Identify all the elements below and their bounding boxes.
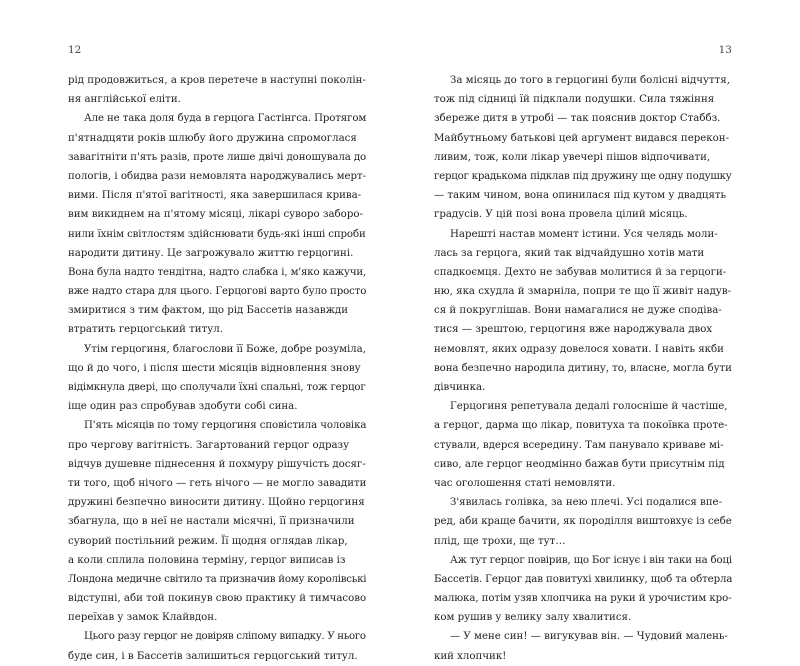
text-line: плід, ще трохи, ще тут…	[434, 535, 566, 547]
right-page-body	[434, 71, 732, 666]
left-page	[0, 0, 400, 662]
text-line: рід продовжиться, а кров перетече в наступні поколін-	[68, 75, 366, 86]
text-line: суворий постільний режим. Її щодня оглядав лікар,	[68, 535, 348, 547]
text-line: змиритися з тим фактом, що рід Бассетів назавжди	[68, 305, 349, 317]
right-page-number: 13	[718, 44, 732, 56]
text-line: ти того, щоб нічого — геть нічого — не могло завадити	[68, 477, 366, 489]
text-line: завагітніти п'ять разів, проте лише двічі доношувала до	[68, 151, 366, 163]
text-line: малюка, потім узяв хлопчика на руки й урочистим кро-	[434, 593, 732, 605]
text-line: про чергову вагітність. Загартований герцог одразу	[68, 439, 350, 451]
text-line: Герцогиня репетувала дедалі голосніше й частіше,	[450, 401, 728, 413]
text-line: вже надто стара для цього. Герцогові варто було просто	[68, 286, 366, 298]
text-line: — таким чином, вона опинилася під кутом у двадцять	[434, 190, 727, 202]
text-line: Майбутньому батькові цей аргумент видався перекон-	[434, 132, 730, 144]
text-line: а герцог, дарма що лікар, повитуха та покоївка проте-	[434, 420, 728, 432]
text-line: ред, аби краще бачити, як породілля виштовхує із себе	[434, 516, 732, 528]
text-line: переїхав у замок Клайвдон.	[68, 612, 218, 624]
text-line: ню, яка схудла й змарніла, попри те що її живіт надув-	[434, 286, 732, 298]
text-line: сиво, але герцог неодмінно бажав бути присутнім під	[434, 458, 725, 470]
text-line: Лондона медичне світило та призначив йому королівські	[68, 573, 366, 585]
text-line: ком рушив у велику залу хвалитися.	[434, 612, 632, 624]
text-line: герцог крадькома підклав під дружину ще одну подушку	[434, 170, 732, 182]
text-line: Цього разу герцог не довіряв сліпому випадку. У нього	[84, 631, 366, 643]
text-line: буде син, і в Бассетів залишиться герцогський титул.	[68, 650, 358, 662]
text-line: відчув душевне піднесення й похмуру рішучість досяг-	[68, 458, 366, 470]
text-line: спадкоємця. Дехто не забував молитися й за герцоги-	[434, 266, 727, 278]
text-line: лась за герцога, який так відчайдушно хотів мати	[434, 247, 705, 259]
text-line: градусів. У цій позі вона провела цілий місяць.	[434, 209, 688, 221]
text-line: втратить герцогський титул.	[68, 324, 223, 336]
text-line: вим викиднем на п'ятому місяці, лікарі суворо заборо-	[68, 209, 363, 221]
text-line: З'явилась голівка, за нею плечі. Усі подалися впе-	[450, 497, 723, 509]
text-line: іще один раз спробував здобути собі сина.	[68, 401, 298, 413]
text-line: дружині безпечно виносити дитину. Щойно герцогиня	[68, 497, 365, 509]
text-line: тож під сідниці їй підклали подушки. Сила тяжіння	[434, 94, 715, 106]
text-line: стували, вдерся всередину. Там панувало криваве мі-	[434, 439, 724, 451]
text-line: відімкнула двері, що сполучали їхні спальні, тож герцог	[68, 382, 366, 393]
text-line: ня англійської еліти.	[68, 94, 181, 106]
text-line: — У мене син! — вигукував він. — Чудовий малень-	[450, 631, 728, 643]
text-line: що й до чого, і після шести місяців відновлення знову	[68, 362, 361, 374]
text-line: вими. Після п'ятої вагітності, яка завершилася крива-	[68, 190, 362, 202]
text-line: ливим, тож, коли лікар увечері пішов відпочивати,	[434, 151, 711, 163]
text-line: Але не така доля буда в герцога Гастінгса. Протягом	[84, 113, 366, 125]
text-line: а коли сплила половина терміну, герцог виписав із	[68, 554, 346, 566]
text-line: час оголошення статі немовляти.	[434, 477, 616, 489]
text-line: збагнула, що в неї не настали місячні, її призначили	[68, 516, 355, 528]
text-line: пологів, і обидва рази немовлята народжувались мерт-	[68, 170, 366, 182]
text-line: Утім герцогиня, благослови її Боже, добре розуміла,	[84, 343, 366, 355]
text-line: збереже дитя в утробі — так пояснив доктор Стаббз.	[434, 113, 721, 125]
text-line: відступні, аби той покинув свою практику й тимчасово	[68, 593, 366, 605]
text-line: п'ятнадцяти років шлюбу його дружина спромоглася	[68, 132, 357, 144]
left-page-body	[68, 71, 366, 666]
text-line: народити дитину. Це загрожувало життю герцогині.	[68, 247, 354, 259]
text-line: дівчинка.	[434, 382, 486, 393]
text-line: Бассетів. Герцог дав повитухі хвилинку, щоб та обтерла	[434, 573, 732, 585]
text-line: ся й покруглішав. Вони намагалися не дуже сподіва-	[434, 305, 722, 317]
text-line: кий хлопчик!	[434, 650, 507, 662]
text-line: Вона була надто тендітна, надто слабка і, м'яко кажучи,	[68, 266, 366, 278]
text-line: вона безпечно народила дитину, то, власне, могла бути	[434, 362, 732, 374]
right-page	[400, 0, 800, 662]
left-page-number: 12	[68, 44, 82, 56]
text-line: За місяць до того в герцогині були болісні відчуття,	[450, 75, 730, 86]
text-line: нили їхнім світлостям здійснювати будь-які інші спроби	[68, 228, 366, 240]
text-line: тися — зрештою, герцогиня вже народжувала двох	[434, 324, 713, 336]
text-line: Нарешті настав момент істини. Уся челядь моли-	[450, 228, 718, 240]
text-line: немовлят, яких одразу довелося ховати. І навіть якби	[434, 343, 724, 355]
text-line: Аж тут герцог повірив, що Бог існує і він таки на боці	[450, 554, 732, 566]
text-line: П'ять місяців по тому герцогиня сповістила чоловіка	[84, 420, 366, 432]
